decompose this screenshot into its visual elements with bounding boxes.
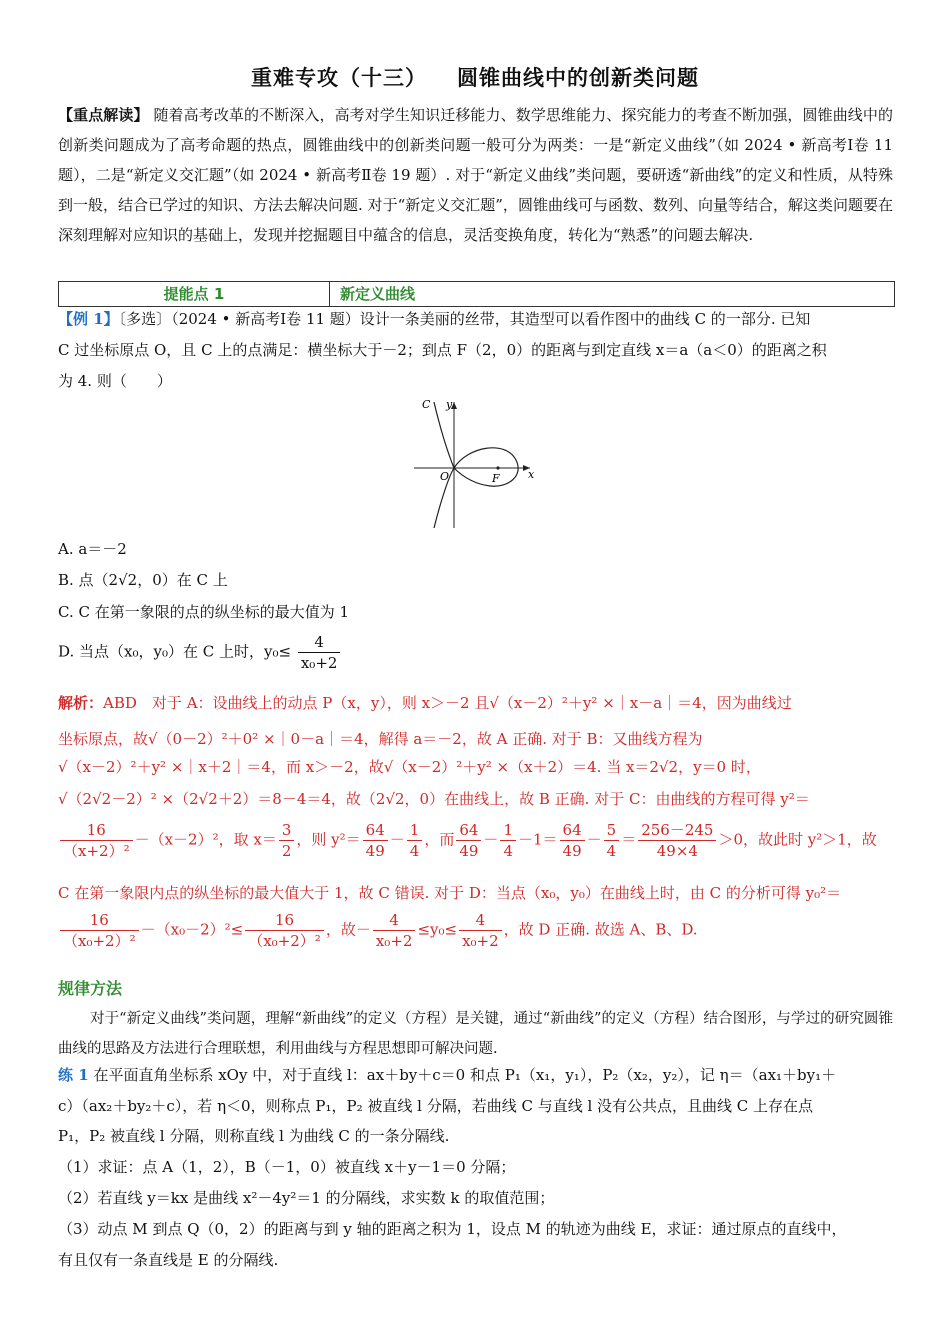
solution-l1: 对于 A：设曲线上的动点 P（x，y），则 x＞－2 且√（x－2）²＋y² ×｜x－a｜＝4，因为曲线过 xyxy=(151,694,792,712)
solution-text: ，而 xyxy=(424,830,455,849)
solution-l6: C 在第一象限内点的纵坐标的最大值大于 1，故 C 错误. 对于 D：当点（x₀，y₀）在曲线上时，由 C 的分析可得 y₀²＝ xyxy=(58,884,842,902)
frac-den: （x₀+2）² xyxy=(63,932,136,950)
y-axis-label: y xyxy=(446,398,453,411)
practice1-q3a: （3）动点 M 到点 Q（0，2）的距离与到 y 轴的距离之积为 1，设点 M 的轨迹为曲线 E，求证：通过原点的直线中， xyxy=(58,1220,847,1238)
frac-den: 4 xyxy=(606,842,617,860)
solution-l2: 坐标原点，故√（0－2）²＋0² ×｜0－a｜＝4，解得 a＝－2，故 A 正确. 对于 B：又曲线方程为 xyxy=(58,730,703,748)
solution-text: ，故 D 正确. 故选 A、B、D. xyxy=(503,920,698,939)
solution-text: ，故－ xyxy=(325,920,371,939)
example1-stem3: 为 4. 则（ ） xyxy=(58,372,172,390)
option-c: C. C 在第一象限的点的纵坐标的最大值为 1 xyxy=(58,603,350,621)
example1-stem1: 设计一条美丽的丝带，其造型可以看作图中的曲线 C 的一部分. 已知 xyxy=(359,310,811,328)
topic-number: 提能点 1 xyxy=(59,282,330,306)
practice1-q2: （2）若直线 y＝kx 是曲线 x²－4y²＝1 的分隔线，求实数 k 的取值范围； xyxy=(58,1189,555,1207)
frac-num: 4 xyxy=(373,910,416,931)
method-text: 对于“新定义曲线”类问题，理解“新曲线”的定义（方程）是关键，通过“新曲线”的定义（方程）结合图形，与学过的研究圆锥曲线的思路及方法进行合理联想，利用曲线与方程思想即可解决问题. xyxy=(58,1011,893,1057)
curve-figure xyxy=(412,396,542,530)
frac-num: 16 xyxy=(60,820,133,841)
frac-num: 4 xyxy=(459,910,502,931)
practice1-q3b: 有且仅有一条直线是 E 的分隔线. xyxy=(58,1251,279,1269)
frac-den: 49×4 xyxy=(656,842,698,860)
option-d-text: D. 当点（x₀，y₀）在 C 上时，y₀≤ xyxy=(58,642,292,661)
frac-num: 64 xyxy=(560,820,585,841)
frac-num: 16 xyxy=(60,910,139,931)
origin-label: O xyxy=(440,470,450,483)
intro-text: 随着高考改革的不断深入，高考对学生知识迁移能力、数学思维能力、探究能力的考查不断加强，圆锥曲线中的创新类问题成为了高考命题的热点，圆锥曲线中的创新类问题一般可分为两类：一是“新定义曲线”（如 2024 • 新高考Ⅰ卷 11 题），二是“新定义交汇题”（如 2024 • 新高考Ⅱ卷 19 题）. 对于“新定义曲线”类问题，要研透“新曲线”的定义和性质，从特殊到一般，结合已学过的知识、方法去解决问题. 对于“新定义交汇题”，圆锥曲线可与函数、数列、向量等结合，解这类问题要在深刻理解对应知识的基础上，发现并挖掘题目中蕴含的信息，灵活变换角度，转化为“熟悉”的问题去解决. xyxy=(58,106,893,244)
solution-l4: √（2√2－2）² ×（2√2＋2）＝8－4＝4，故（2√2，0）在曲线上，故 B 正确. 对于 C：由曲线的方程可得 y²＝ xyxy=(58,790,810,808)
frac-num: 1 xyxy=(500,820,516,841)
intro-label: 【重点解读】 xyxy=(58,106,149,124)
solution-l3: √（x－2）²＋y² ×｜x＋2｜＝4，而 x＞－2，故√（x－2）²＋y² ×（x＋2）＝4. 当 x＝2√2，y＝0 时， xyxy=(58,758,761,776)
example1-tag: 〔多选〕 xyxy=(118,310,172,328)
focus-point xyxy=(496,466,499,469)
option-b: B. 点（2√2，0）在 C 上 xyxy=(58,571,228,589)
frac-den: （x+2）² xyxy=(63,842,130,860)
example1-source: （2024 • 新高考Ⅰ卷 11 题） xyxy=(171,310,360,328)
solution-line7 xyxy=(58,910,698,951)
frac-num: 1 xyxy=(407,820,423,841)
example1-stem2: C 过坐标原点 O，且 C 上的点满足：横坐标大于－2；到点 F（2，0）的距离与到定直线 x＝a（a＜0）的距离之积 xyxy=(58,341,827,359)
frac-den: 4 xyxy=(503,842,513,860)
practice1-label: 练 1 xyxy=(58,1066,89,1084)
practice1-l3: P₁，P₂ 被直线 l 分隔，则称直线 l 为曲线 C 的一条分隔线. xyxy=(58,1127,450,1145)
example1-line1 xyxy=(58,308,810,329)
solution-label: 解析： xyxy=(58,694,104,712)
solution-text: ，则 y²＝ xyxy=(296,830,361,849)
frac-num: 5 xyxy=(604,820,620,841)
solution-text: － xyxy=(483,830,499,849)
method-heading: 规律方法 xyxy=(58,979,123,998)
frac-den: 4 xyxy=(409,842,420,860)
solution-text: －（x₀－2）²≤ xyxy=(140,920,244,939)
frac-den: （x₀+2）² xyxy=(248,932,321,950)
frac-num: 16 xyxy=(245,910,324,931)
option-d xyxy=(58,632,342,673)
frac-den: 49 xyxy=(562,842,582,860)
solution-text: ＞0，故此时 y²＞1，故 xyxy=(718,830,877,849)
frac-num: 64 xyxy=(456,820,481,841)
option-d-num: 4 xyxy=(298,632,341,653)
solution-text: － xyxy=(586,830,602,849)
frac-den: 49 xyxy=(459,842,479,860)
solution-text: ≤y₀≤ xyxy=(417,920,458,939)
curve-label: C xyxy=(422,398,431,411)
frac-den: x₀+2 xyxy=(462,932,499,950)
page-title xyxy=(0,62,950,92)
practice1-q1: （1）求证：点 A（1，2），B（－1，0）被直线 x＋y－1＝0 分隔； xyxy=(58,1158,516,1176)
solution-text: －1＝ xyxy=(517,830,558,849)
curve-c xyxy=(434,402,518,528)
title-part1: 重难专攻（十三） xyxy=(251,66,427,90)
frac-num: 256－245 xyxy=(638,820,716,841)
option-d-den: x₀+2 xyxy=(300,654,338,672)
solution-text: － xyxy=(389,830,405,849)
frac-num: 3 xyxy=(279,820,295,841)
practice1-l2: c）（ax₂＋by₂＋c），若 η＜0，则称点 P₁，P₂ 被直线 l 分隔，若曲线 C 与直线 l 没有公共点，且曲线 C 上存在点 xyxy=(58,1097,814,1115)
solution-line1 xyxy=(58,692,792,713)
frac-den: x₀+2 xyxy=(375,932,413,950)
topic-table xyxy=(58,281,895,307)
practice1-line1 xyxy=(58,1064,836,1085)
topic-name: 新定义曲线 xyxy=(340,285,416,303)
title-part2: 圆锥曲线中的创新类问题 xyxy=(457,66,699,90)
focus-label: F xyxy=(492,472,500,485)
frac-den: 49 xyxy=(365,842,385,860)
solution-answer: ABD xyxy=(103,694,137,712)
option-a: A. a＝－2 xyxy=(58,540,127,558)
example1-label: 【例 1】 xyxy=(58,310,119,328)
intro-paragraph xyxy=(58,100,893,250)
frac-num: 64 xyxy=(363,820,388,841)
solution-text: －（x－2）²，取 x＝ xyxy=(134,830,277,849)
practice1-l1: 在平面直角坐标系 xOy 中，对于直线 l：ax＋by＋c＝0 和点 P₁（x₁，y₁），P₂（x₂，y₂），记 η＝（ax₁＋by₁＋ xyxy=(93,1066,837,1084)
x-axis-label: x xyxy=(528,468,535,481)
frac-den: 2 xyxy=(281,842,292,860)
solution-line5: $\frac{16}{\text{（x+2）²}}$ －（x－2）²，取 x＝ $\frac{3}{2}$ ，则 y²＝ $\frac{64}{49}$ － $\frac{1}{4}$ ，而 $\frac{64}{49}$ － $\frac{1}{4}$ －1＝ $\frac{64}{49}$ － $\frac{5}{4}$ ＝ $\frac{256-245}{49\times 4}$ ＞0，故此时 y²＞1，故 xyxy=(58,820,877,861)
